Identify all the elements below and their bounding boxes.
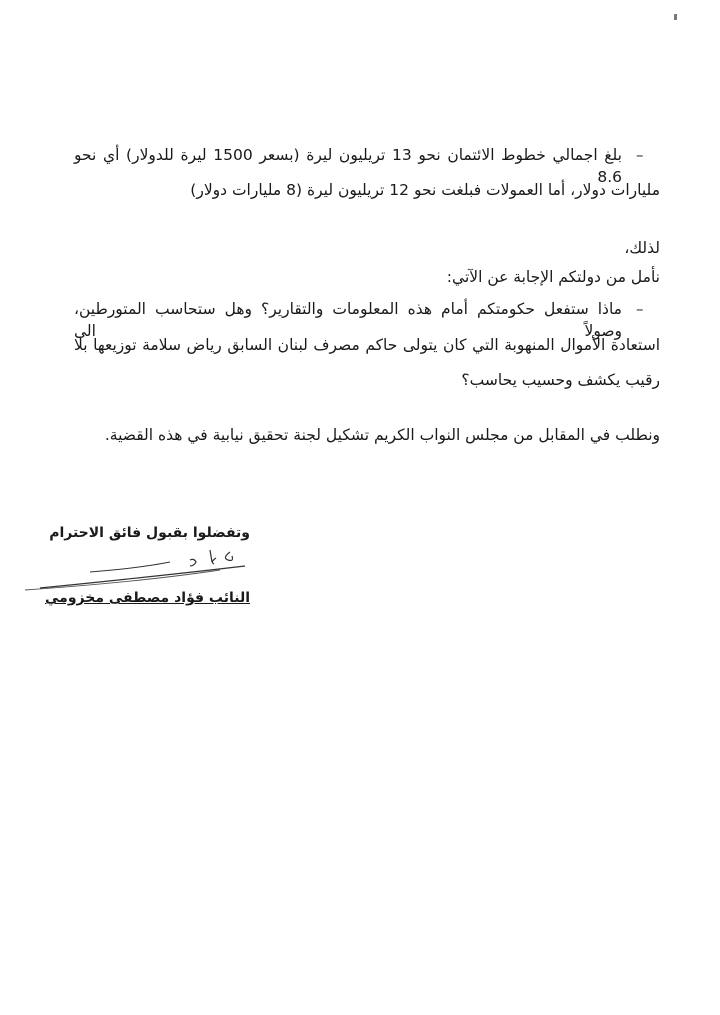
bullet-dash: – — [636, 300, 644, 318]
therefore-text: لذلك، — [624, 239, 660, 257]
paragraph-credit-lines-1: بلغ اجمالي خطوط الائتمان نحو 13 تريليون ليرة (بسعر 1500 ليرة للدولار) أي نحو 8.6 — [74, 146, 622, 186]
question-line-1: ماذا ستفعل حكومتكم أمام هذه المعلومات والتقارير؟ وهل ستحاسب المتورطين، وصولاً الى — [74, 300, 622, 340]
paragraph-credit-lines-2: مليارات دولار، أما العمولات فبلغت نحو 12 تريليون ليرة (8 مليارات دولار) — [190, 181, 660, 199]
request-intro: نأمل من دولتكم الإجابة عن الآتي: — [446, 268, 660, 286]
scan-mark — [674, 14, 677, 20]
question-line-2: استعادة الأموال المنهوبة التي كان يتولى حاكم مصرف لبنان السابق رياض سلامة توزيعها بلا — [74, 336, 660, 354]
closing-salutation: وتفضلوا بقبول فائق الاحترام — [49, 525, 250, 541]
question-line-3: رقيب يكشف وحسيب يحاسب؟ — [461, 371, 660, 389]
signatory-name: النائب فؤاد مصطفى مخزومي — [45, 590, 250, 606]
inquiry-demand: ونطلب في المقابل من مجلس النواب الكريم تشكيل لجنة تحقيق نيابية في هذه القضية. — [104, 426, 660, 444]
bullet-dash: – — [636, 146, 644, 164]
